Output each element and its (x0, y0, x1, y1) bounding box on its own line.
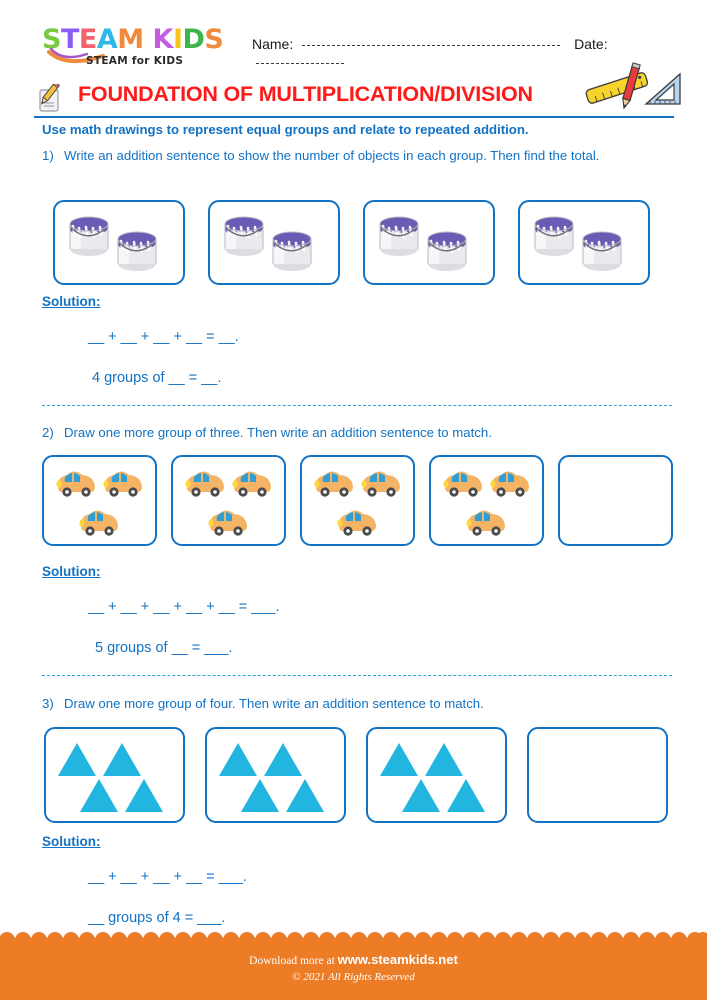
paint-bucket-icon (528, 213, 580, 259)
question-2-equation[interactable]: __ + __ + __ + __ + __ = ___. (88, 599, 280, 615)
car-icon (53, 466, 100, 500)
title-bar (34, 82, 674, 116)
logo-letter-4: M (117, 24, 144, 55)
question-1-prompt (42, 147, 682, 166)
footer-scallop-edge (0, 931, 707, 945)
car-icon (463, 505, 510, 539)
triangle-group (376, 738, 501, 816)
car-icon (311, 466, 358, 500)
page-footer (0, 938, 707, 1000)
group-box-empty[interactable] (558, 455, 673, 546)
footer-download-prefix: Download more at (249, 955, 338, 967)
question-3-equation[interactable]: __ + __ + __ + __ = ___. (88, 869, 247, 885)
footer-site-link[interactable]: www.steamkids.net (337, 952, 458, 967)
group-box[interactable] (44, 727, 185, 823)
group-box[interactable] (42, 455, 157, 546)
group-box[interactable] (205, 727, 346, 823)
date-label: Date: (574, 36, 608, 52)
pencil-note-icon (34, 84, 64, 114)
logo-letter-5 (144, 26, 153, 53)
question-1-groups-line[interactable]: 4 groups of __ = __. (92, 370, 222, 386)
logo-letter-9: S (204, 24, 224, 55)
car-icon (205, 505, 252, 539)
car-icon (229, 466, 276, 500)
paint-bucket-icon (63, 213, 115, 259)
logo-letter-7: I (172, 24, 183, 55)
question-3-solution-label: Solution: (42, 834, 101, 849)
paint-bucket-icon (576, 228, 628, 274)
question-3-groups-line[interactable]: __ groups of 4 = ___. (88, 910, 226, 926)
group-box[interactable] (53, 200, 185, 285)
title-underline-rule (34, 116, 674, 118)
triangle-group (215, 738, 340, 816)
question-2-boxes (42, 455, 673, 546)
footer-copyright: © 2021 All Rights Reserved (292, 971, 415, 983)
name-date-row (252, 36, 692, 58)
question-3-text: Draw one more group of four. Then write an addition sentence to match. (64, 696, 484, 711)
question-3-boxes (44, 727, 668, 823)
group-box[interactable] (300, 455, 415, 546)
question-3-prompt (42, 695, 682, 714)
logo-letter-1: T (60, 24, 79, 55)
question-1-boxes (53, 200, 650, 285)
name-label: Name: (252, 36, 294, 52)
date-input[interactable] (256, 63, 344, 64)
group-box[interactable] (208, 200, 340, 285)
car-icon (334, 505, 381, 539)
footer-download-line (0, 952, 707, 967)
triangle-group (54, 738, 179, 816)
question-2-text: Draw one more group of three. Then write an addition sentence to match. (64, 425, 492, 440)
question-1-solution-label: Solution: (42, 294, 101, 309)
group-box[interactable] (363, 200, 495, 285)
section-divider (42, 675, 672, 676)
group-box[interactable] (429, 455, 544, 546)
question-3-number: 3) (42, 696, 54, 711)
logo-letter-8: D (182, 24, 205, 55)
paint-bucket-icon (218, 213, 270, 259)
logo-letter-3: A (96, 24, 118, 55)
question-2-number: 2) (42, 425, 54, 440)
paint-bucket-icon (373, 213, 425, 259)
logo-letter-2: E (78, 24, 97, 55)
logo-tagline: STEAM for KIDS (86, 55, 184, 67)
car-icon (358, 466, 405, 500)
steam-kids-logo (42, 24, 242, 67)
question-1-text: Write an addition sentence to show the number of objects in each group. Then find the total. (64, 148, 600, 163)
question-1-equation[interactable]: __ + __ + __ + __ = __. (88, 329, 239, 345)
worksheet-subtitle: Use math drawings to represent equal groups and relate to repeated addition. (42, 122, 529, 137)
paint-bucket-icon (266, 228, 318, 274)
group-box[interactable] (366, 727, 507, 823)
group-box-empty[interactable] (527, 727, 668, 823)
question-1-number: 1) (42, 148, 54, 163)
paint-bucket-icon (111, 228, 163, 274)
logo-letter-0: S (42, 24, 61, 55)
logo-letter-6: K (152, 24, 173, 55)
car-icon (182, 466, 229, 500)
group-box[interactable] (518, 200, 650, 285)
question-2-solution-label: Solution: (42, 564, 101, 579)
section-divider (42, 405, 672, 406)
car-icon (76, 505, 123, 539)
paint-bucket-icon (421, 228, 473, 274)
name-input[interactable] (302, 45, 560, 46)
car-icon (440, 466, 487, 500)
car-icon (100, 466, 147, 500)
group-box[interactable] (171, 455, 286, 546)
page-title: FOUNDATION OF MULTIPLICATION/DIVISION (78, 82, 533, 106)
question-2-prompt (42, 424, 682, 443)
car-icon (487, 466, 534, 500)
question-2-groups-line[interactable]: 5 groups of __ = ___. (95, 640, 233, 656)
